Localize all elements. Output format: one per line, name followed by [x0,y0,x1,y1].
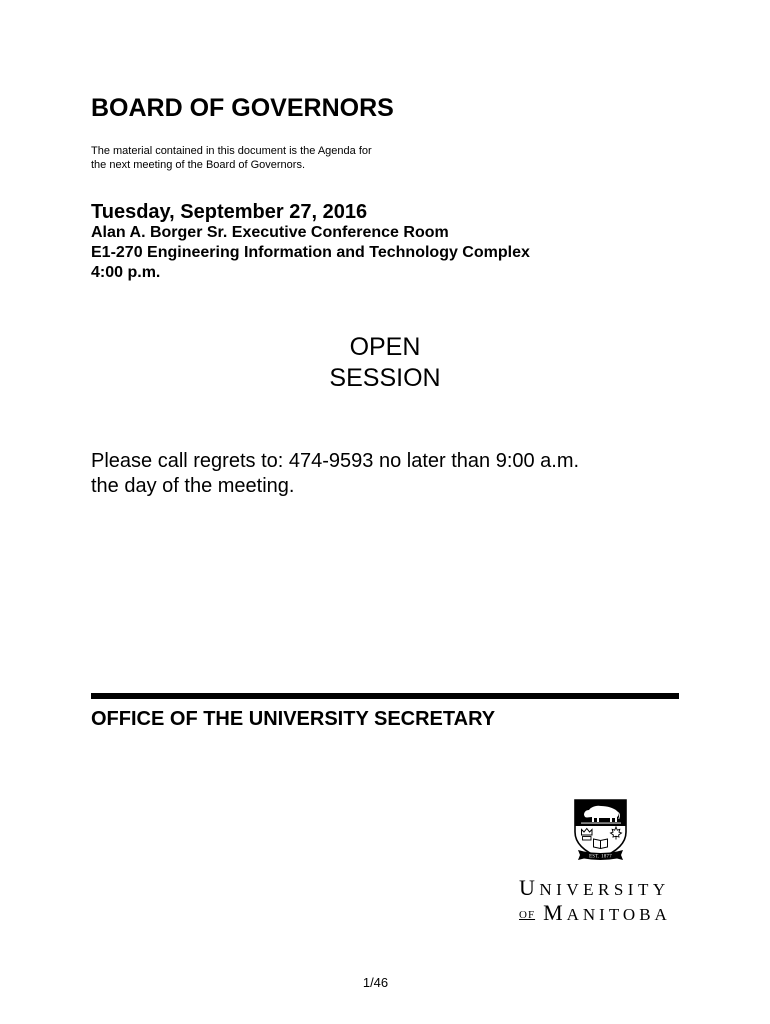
open-book-icon [594,839,608,849]
intro-text [91,144,372,172]
university-crest [572,798,628,864]
logo-wordmark-line2 [519,900,671,928]
logo-word-manitoba: MANITOBA [543,900,671,925]
logo-wordmark-line1 [519,875,670,903]
crest-motto: EST. 1877 [589,854,612,860]
regrets-line: Please call regrets to: 474-9593 no later than 9:00 a.m. [91,450,580,472]
meeting-building: E1-270 Engineering Information and Technology Complex [91,244,530,261]
meeting-time: 4:00 p.m. [91,264,161,281]
university-logo [515,795,675,929]
document-title: BOARD OF GOVERNORS [91,94,394,122]
regrets-line: the day of the meeting. [91,475,295,497]
office-heading: OFFICE OF THE UNIVERSITY SECRETARY [91,708,496,730]
logo-word-university: UNIVERSITY [519,875,670,900]
divider-rule [91,693,679,699]
meeting-details [91,223,530,283]
session-line: OPEN [349,333,421,361]
logo-word-of: OF [519,909,536,921]
regrets-notice [91,449,579,499]
meeting-room: Alan A. Borger Sr. Executive Conference Room [91,224,449,241]
session-label [0,332,770,394]
intro-line: The material contained in this document is the Agenda for [91,145,372,157]
crest-ground-line [581,823,621,824]
intro-line: the next meeting of the Board of Governors. [91,159,306,171]
session-line: SESSION [329,364,441,392]
meeting-date: Tuesday, September 27, 2016 [91,201,368,223]
page-number: 1/46 [362,975,389,990]
